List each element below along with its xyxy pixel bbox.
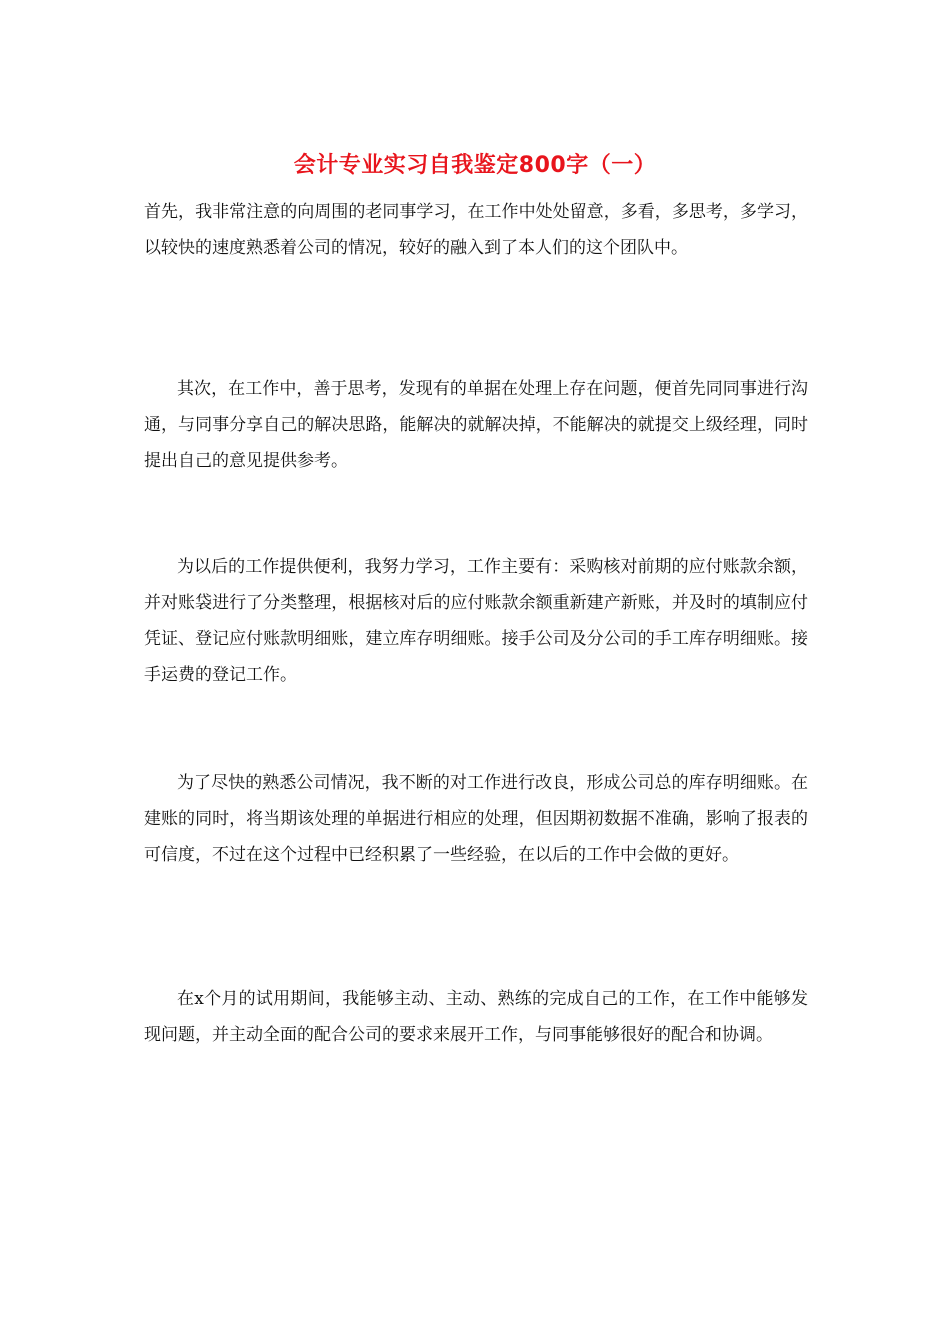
- paragraph-2: 其次，在工作中，善于思考，发现有的单据在处理上存在问题，便首先同同事进行沟通，与同事分享自己的解决思路，能解决的就解决掉，不能解决的就提交上级经理，同时提出自己的意见提供参考。: [144, 379, 808, 471]
- paragraph-3: 为以后的工作提供便利，我努力学习，工作主要有：采购核对前期的应付账款余额，并对账袋进行了分类整理，根据核对后的应付账款余额重新建产新账，并及时的填制应付凭证、登记应付账款明细账，建立库存明细账。接手公司及分公司的手工库存明细账。接手运费的登记工作。: [144, 557, 808, 685]
- paragraph-4: 为了尽快的熟悉公司情况，我不断的对工作进行改良，形成公司总的库存明细账。在建账的同时，将当期该处理的单据进行相应的处理，但因期初数据不准确，影响了报表的可信度，不过在这个过程中已经积累了一些经验，在以后的工作中会做的更好。: [144, 773, 808, 865]
- document-title: 会计专业实习自我鉴定800字（一）: [293, 153, 657, 178]
- paragraph-5: 在x个月的试用期间，我能够主动、主动、熟练的完成自己的工作，在工作中能够发现问题，并主动全面的配合公司的要求来展开工作，与同事能够很好的配合和协调。: [144, 989, 808, 1045]
- paragraph-1: 首先，我非常注意的向周围的老同事学习，在工作中处处留意，多看，多思考，多学习，以较快的速度熟悉着公司的情况，较好的融入到了本人们的这个团队中。: [144, 202, 808, 258]
